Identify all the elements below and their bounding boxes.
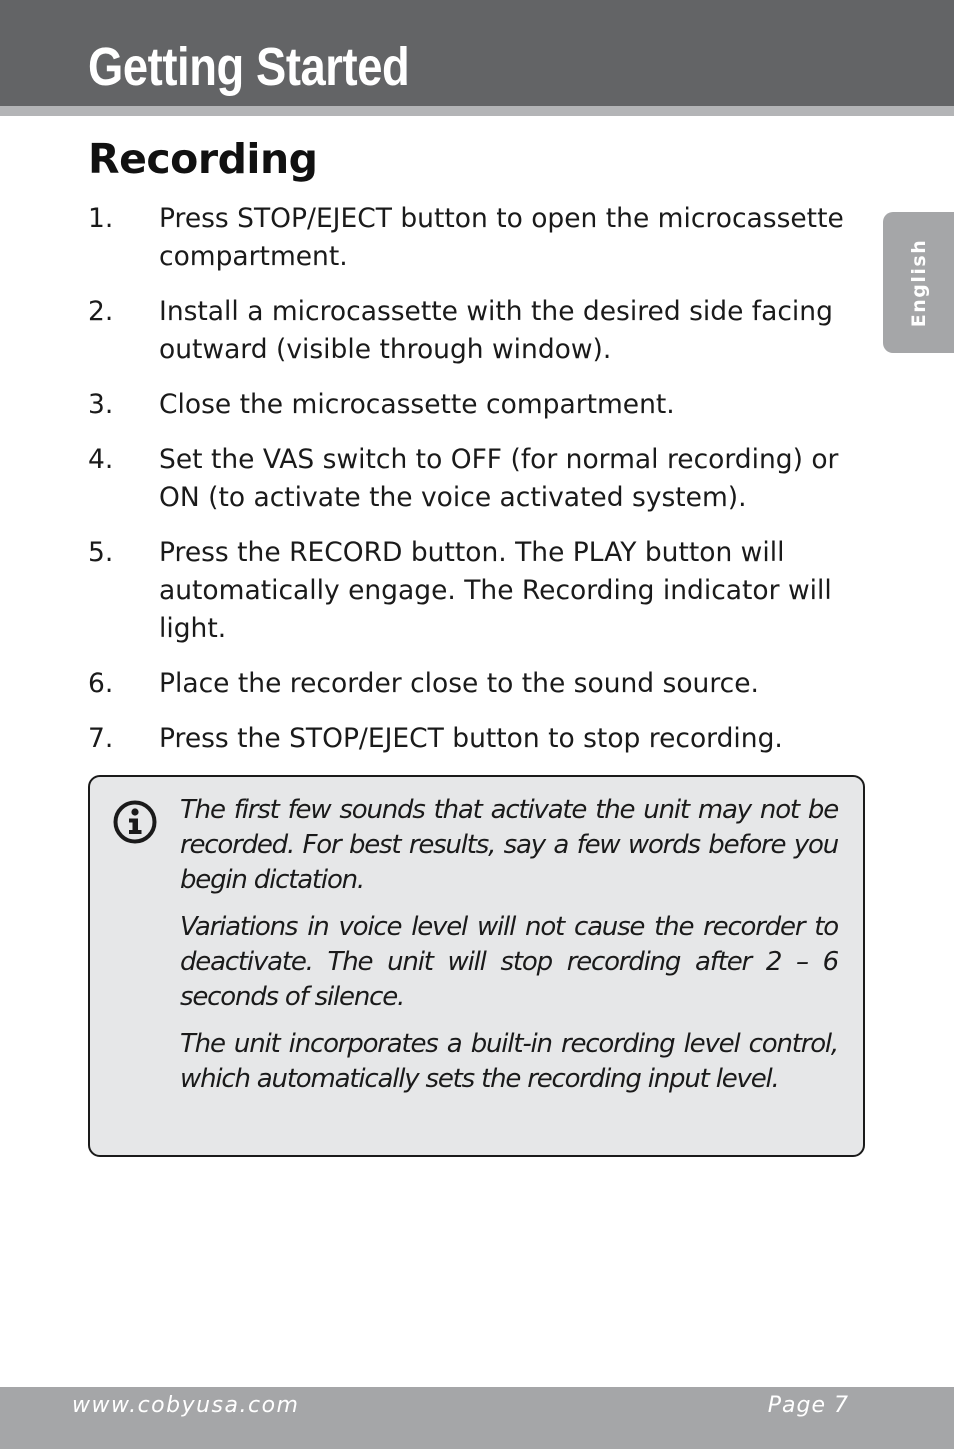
step-text: Press STOP/EJECT button to open the microcassette compartment.	[159, 203, 844, 272]
page-title: Getting Started	[88, 37, 410, 97]
step-text: Close the microcassette compartment.	[159, 389, 675, 420]
list-item	[88, 293, 858, 369]
step-text: Press the STOP/EJECT button to stop recording.	[159, 723, 783, 754]
step-text: Press the RECORD button. The PLAY button will automatically engage. The Recording indicator will light.	[159, 537, 832, 644]
step-text: Place the recorder close to the sound source.	[159, 668, 759, 699]
step-number: 2.	[88, 296, 114, 327]
step-text: Install a microcassette with the desired side facing outward (visible through window).	[159, 296, 833, 365]
note-paragraph: Variations in voice level will not cause the recorder to deactivate. The unit will stop recording after 2 – 6 seconds of silence.	[180, 912, 838, 1012]
list-item	[88, 534, 858, 648]
language-tab	[883, 212, 954, 353]
footer-url: www.cobyusa.com	[72, 1393, 300, 1418]
note-body	[180, 793, 838, 1109]
step-number: 7.	[88, 723, 114, 754]
step-number: 3.	[88, 389, 114, 420]
header-rule	[0, 106, 954, 116]
note-paragraph: The unit incorporates a built-in recording level control, which automatically sets the recording input level.	[180, 1029, 838, 1094]
step-text: Set the VAS switch to OFF (for normal recording) or ON (to activate the voice activated system).	[159, 444, 839, 513]
page-number: Page 7	[767, 1393, 849, 1418]
list-item	[88, 386, 858, 424]
language-tab-label: English	[907, 238, 930, 327]
step-number: 4.	[88, 444, 114, 475]
step-number: 5.	[88, 537, 114, 568]
list-item	[88, 200, 858, 276]
section-heading: Recording	[88, 135, 318, 183]
steps-list	[88, 200, 858, 775]
info-icon	[112, 799, 158, 845]
note-paragraph: The first few sounds that activate the unit may not be recorded. For best results, say a few words before you begin dictation.	[180, 795, 838, 895]
step-number: 1.	[88, 203, 114, 234]
note-box	[88, 775, 865, 1157]
list-item	[88, 441, 858, 517]
list-item	[88, 720, 858, 758]
step-number: 6.	[88, 668, 114, 699]
list-item	[88, 665, 858, 703]
